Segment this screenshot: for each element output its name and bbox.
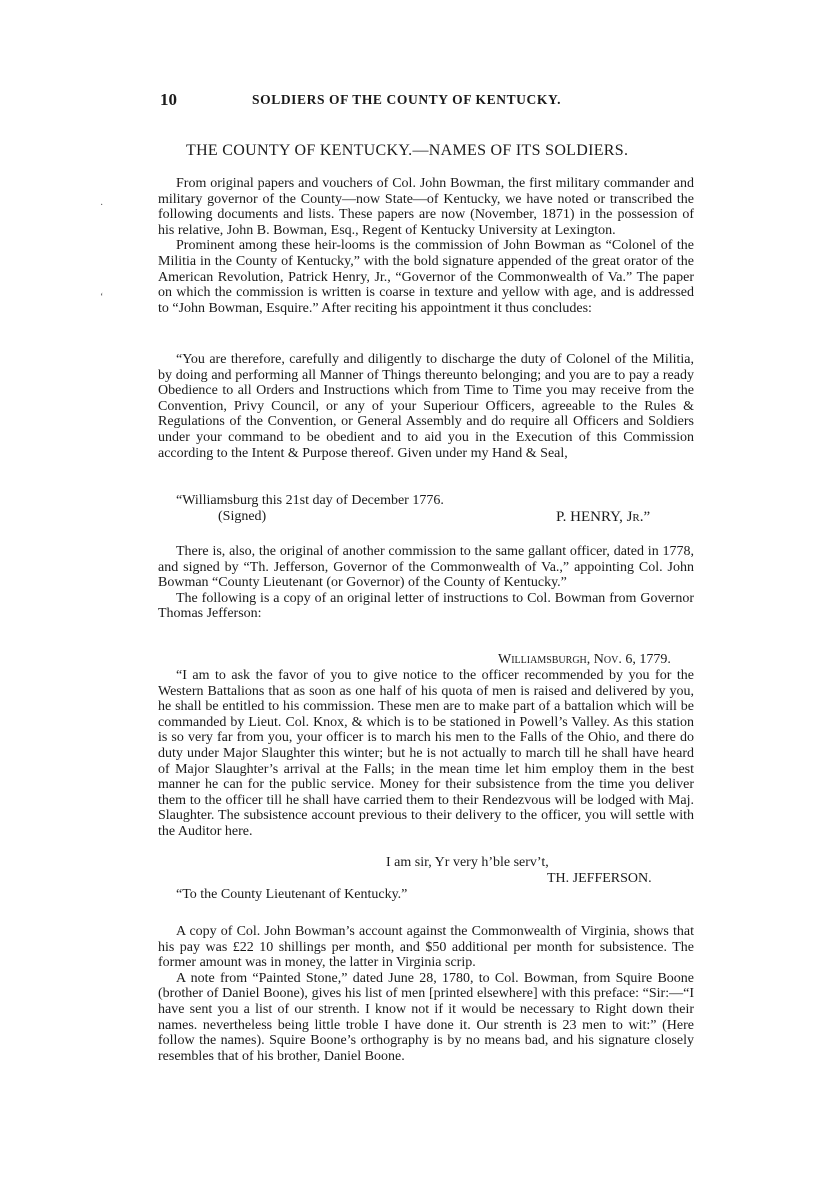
paragraph-7: A copy of Col. John Bowman’s account against the Commonwealth of Virginia, shows that his pay was £22 10 shillings per month, and $50 additional per month for subsistence. The former amount was in money, the latter in Virginia scrip.	[158, 924, 694, 971]
paragraph-8: A note from “Painted Stone,” dated June 28, 1780, to Col. Bowman, from Squire Boone (brother of Daniel Boone), gives his list of men [printed elsewhere] with this preface: “Sir:—“I have sent you a list of our strenth. I know not if it would be necessary to Right down their names. nevertheless being little troble I have done it. Our strenth is 23 men to wit:” (Here follow the names). Squire Boone’s orthography is by no means bad, and his signature closely resembles that of his brother, Daniel Boone.	[158, 970, 694, 1064]
margin-dot-mark: ·	[100, 200, 104, 211]
paragraph-1: From original papers and vouchers of Col. John Bowman, the first military commander and military governor of the County—now State—of Kentucky, we have noted or transcribed the following documents and lists. These papers are now (November, 1871) in the possession of his relative, John B. Bowman, Esq., Regent of Kentucky University at Lexington.	[158, 176, 694, 238]
williamsburg-date-line: “Williamsburg this 21st day of December 1776.	[176, 493, 444, 508]
commission-quote	[158, 352, 694, 461]
intro-block	[158, 176, 694, 316]
paragraph-4: There is, also, the original of another commission to the same gallant officer, dated in 1778, and signed by “Th. Jefferson, Governor of the Commonwealth of Va.,” appointing Col. John Bowman “County Lieutenant (or Governor) of the County of Kentucky.”	[158, 544, 694, 591]
signed-label: (Signed)	[218, 509, 267, 524]
jefferson-letter	[158, 668, 694, 840]
paragraph-2: Prominent among these heir-looms is the commission of John Bowman as “Colonel of the Militia in the County of Kentucky,” with the bold signature appended of the great orator of the American Revolution, Patrick Henry, Jr., “Governor of the Commonwealth of Va.” The paper on which the commission is written is coarse in texture and yellow with age, and is addressed to “John Bowman, Esquire.” After reciting his appointment it thus concludes:	[158, 238, 694, 316]
page-number: 10	[160, 90, 177, 109]
paragraph-6: “I am to ask the favor of you to give notice to the officer recommended by you for the Western Battalions that as soon as one half of his quota of men is raised and delivered by you, he shall be entitled to his commission. These men are to make part of a battalion which will be commanded by Lieut. Col. Knox, & which is to be stationed in Powell’s Valley. As this station is so very far from you, your officer is to march his men to the Falls of the Ohio, and there do duty under Major Slaughter this winter; but he is not actually to march till he shall have heard of Major Slaughter’s arrival at the Falls; in the mean time let him employ them in the best manner he can for the public service. Money for their subsistence from the time you deliver them to the officer till he shall have carried them to their Rendezvous will be lodged with Maj. Slaughter. The subsistence account previous to their delivery to the officer, you will settle with the Auditor here.	[158, 668, 694, 839]
margin-comma-mark: ‘	[100, 292, 104, 303]
closing-block	[158, 924, 694, 1064]
paragraph-3: “You are therefore, carefully and diligently to discharge the duty of Colonel of the Militia, by doing and performing all Manner of Things thereunto belonging; and you are to pay a ready Obedience to all Orders and Instructions which from Time to Time you may receive from the Convention, Privy Council, or any of your Superiour Officers, agreeable to the Rules & Regulations of the Convention, or General Assembly and do require all Officers and Soldiers under your command to be obedient and to aid you in the Execution of this Commission according to the Intent & Purpose thereof. Given under my Hand & Seal,	[158, 352, 694, 461]
section-title: THE COUNTY OF KENTUCKY.—NAMES OF ITS SOLDIERS.	[186, 142, 629, 159]
letter-addressee: “To the County Lieutenant of Kentucky.”	[176, 887, 408, 902]
letter-dateline: Williamsburgh, Nov. 6, 1779.	[498, 652, 671, 667]
henry-signature: P. HENRY, JR.”	[556, 509, 651, 525]
running-header: SOLDIERS OF THE COUNTY OF KENTUCKY.	[252, 92, 562, 107]
jefferson-commission-block	[158, 544, 694, 622]
letter-closing: I am sir, Yr very h’ble serv’t,	[386, 855, 549, 870]
jefferson-signature: TH. JEFFERSON.	[547, 871, 652, 886]
paragraph-5: The following is a copy of an original letter of instructions to Col. Bowman from Governor Thomas Jefferson:	[158, 590, 694, 622]
